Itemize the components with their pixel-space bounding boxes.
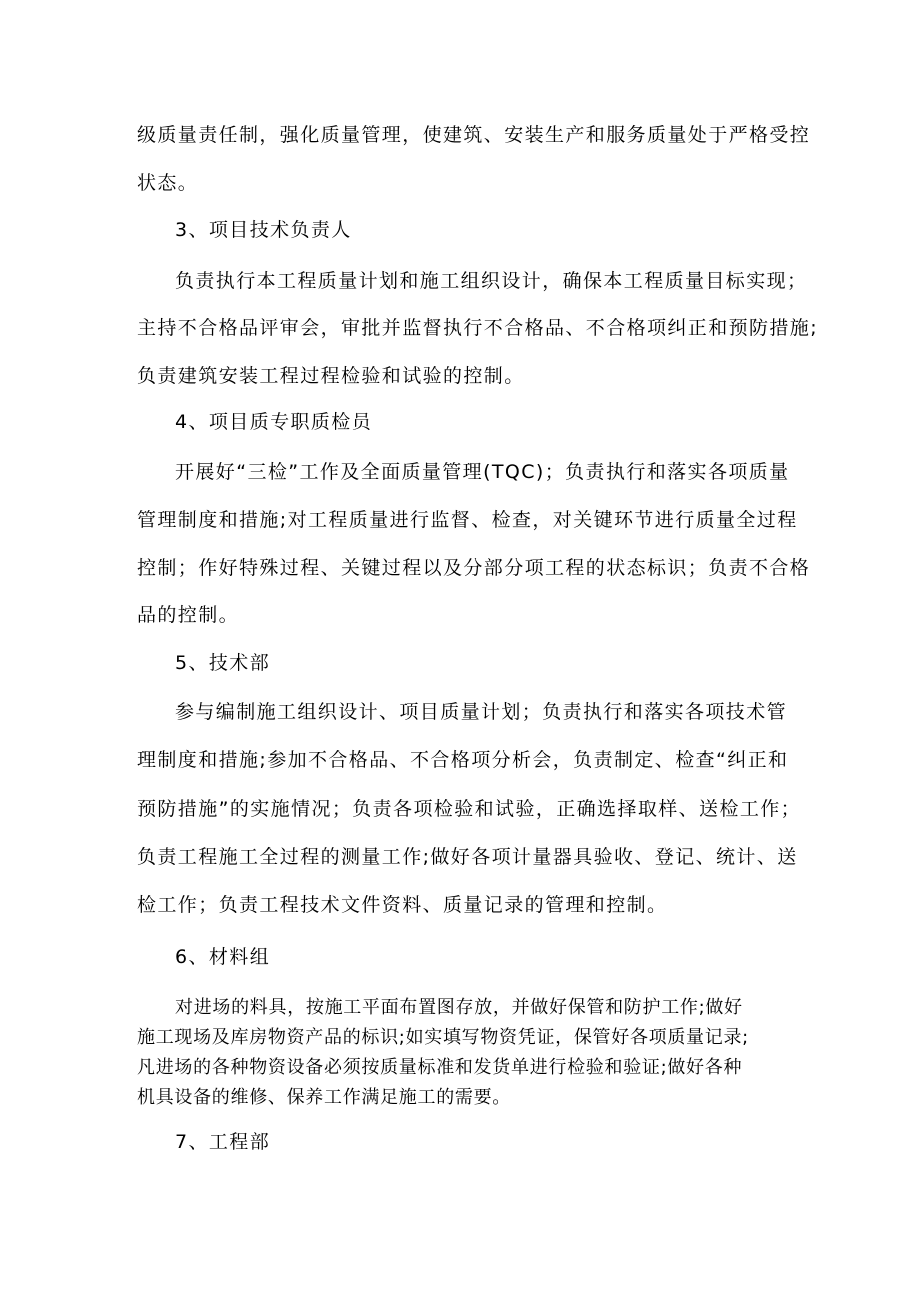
section-heading: 3、项目技术负责人: [175, 219, 352, 241]
paragraph-line: 参与编制施工组织设计、项目质量计划；负责执行和落实各项技术管: [175, 701, 788, 723]
paragraph-line: 施工现场及库房物资产品的标识;如实填写物资凭证，保管好各项质量记录;: [137, 1027, 749, 1048]
paragraph-line: 负责建筑安装工程过程检验和试验的控制。: [137, 365, 525, 387]
section-heading: 4、项目质专职质检员: [175, 411, 373, 433]
paragraph-line: 凡进场的各种物资设备必须按质量标准和发货单进行检验和验证;做好各种: [137, 1057, 743, 1078]
paragraph-line: 机具设备的维修、保养工作满足施工的需要。: [137, 1087, 511, 1108]
paragraph-line: 级质量责任制，强化质量管理，使建筑、安装生产和服务质量处于严格受控: [137, 124, 811, 146]
paragraph-line: 负责工程施工全过程的测量工作;做好各项计量器具验收、登记、统计、送: [137, 846, 798, 868]
paragraph-line: 开展好“三检”工作及全面质量管理(TQC)；负责执行和落实各项质量: [175, 461, 790, 483]
paragraph-line: 品的控制。: [137, 604, 240, 626]
paragraph-line: 负责执行本工程质量计划和施工组织设计，确保本工程质量目标实现；: [175, 270, 808, 292]
section-heading: 6、材料组: [175, 946, 271, 968]
section-heading: 7、工程部: [175, 1131, 271, 1153]
paragraph-line: 状态。: [137, 172, 199, 194]
paragraph-line: 对进场的料具，按施工平面布置图存放，并做好保管和防护工作;做好: [175, 997, 743, 1018]
paragraph-line: 检工作；负责工程技术文件资料、质量记录的管理和控制。: [137, 894, 668, 916]
paragraph-line: 控制；作好特殊过程、关键过程以及分部分项工程的状态标识；负责不合格: [137, 557, 811, 579]
paragraph-line: 管理制度和措施;对工程质量进行监督、检查，对关键环节进行质量全过程: [137, 509, 798, 531]
paragraph-line: 主持不合格品评审会，审批并监督执行不合格品、不合格项纠正和预防措施;: [137, 317, 819, 339]
section-heading: 5、技术部: [175, 652, 271, 674]
paragraph-line: 理制度和措施;参加不合格品、不合格项分析会，负责制定、检查“纠正和: [137, 749, 789, 771]
paragraph-line: 预防措施”的实施情况；负责各项检验和试验，正确选择取样、送检工作；: [137, 798, 802, 820]
